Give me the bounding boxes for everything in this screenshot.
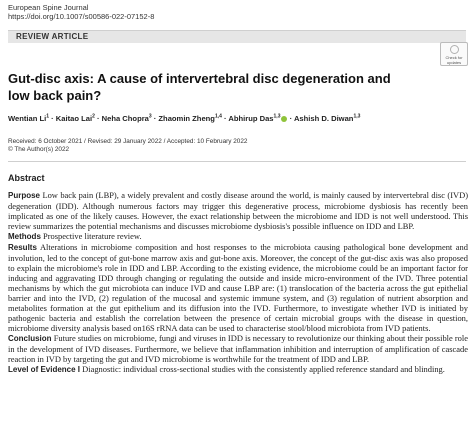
author-affiliation: 1,3 xyxy=(273,113,281,120)
section-label: Methods xyxy=(8,232,41,241)
author-name[interactable]: Ashish D. Diwan xyxy=(293,114,354,123)
abstract-methods xyxy=(8,231,468,242)
abstract-conclusion xyxy=(8,333,468,364)
author-affiliation: 3 xyxy=(148,113,152,120)
author-name[interactable]: Neha Chopra xyxy=(101,114,149,123)
orcid-icon[interactable] xyxy=(281,116,287,122)
article-type-label: REVIEW ARTICLE xyxy=(16,32,89,41)
abstract-results xyxy=(8,242,468,333)
section-text: Diagnostic: individual cross-sectional studies with the consistently applied reference standard and blinding. xyxy=(82,364,445,374)
author-name[interactable]: Kaitao Lai xyxy=(55,114,93,123)
check-for-updates-badge[interactable] xyxy=(440,42,468,66)
abstract-heading: Abstract xyxy=(8,173,45,183)
section-text: Future studies on microbiome, fungi and viruses in IDD is necessary to revolutionize our thinking about their possible role in the development of IVD diseases. Furthermore, we believe that inflammation inhibition and interruption of amplification of cascade reaction in IVD by targeting the gut and IVD microbiome is worthwhile for the treatment of IDD and LBP. xyxy=(8,333,468,364)
abstract-purpose xyxy=(8,190,468,231)
doi-link[interactable]: https://doi.org/10.1007/s00586-022-07152-8 xyxy=(8,12,155,21)
author-affiliation: 1 xyxy=(46,113,50,120)
author-affiliation: 2 xyxy=(92,113,95,120)
author-affiliation: 1,3 xyxy=(353,113,361,120)
updates-icon xyxy=(450,45,459,54)
section-text: Alterations in microbiome composition and host responses to the microbiota causing pathological bone development and involution, led to the concept of gut-bone marrow axis and gut-bone axis. Moreover, the concept of the gut-disc axis was also proposed to explain the microbiome's role in IDD and LBP. According to the existing evidence, the microbiome could be an important factor for inducing and aggravating IDD through changing or regulating the outside and inside micro-environment of the IVD. Three potential mechanisms by which the gut microbiota can induce IVD and cause LBP are: (1) translocation of the bacteria across the gut epithelial barrier and into the IVD, (2) regulation of the mucosal and systemic immune system, and (3) regulation of nutrient absorption and metabolites formation at the gut epithelium and its diffusion into the IVD. Furthermore, to investigate whether IVD is initiated by pathogenic bacteria and establish the correlation between the presence of certain microbial groups with the disease in question, microbiome diversity analysis based on16S rRNA data can be used to characterise stool/blood microbiota from IVD patients. xyxy=(8,242,468,333)
journal-name: European Spine Journal xyxy=(8,3,89,12)
section-label: Results xyxy=(8,243,37,252)
section-label: Level of Evidence I xyxy=(8,365,81,374)
author-name[interactable]: Zhaomin Zheng xyxy=(158,114,215,123)
badge-text: Check for updates xyxy=(445,55,463,65)
author-name[interactable]: Abhirup Das xyxy=(228,114,274,123)
section-label: Conclusion xyxy=(8,334,52,343)
author-affiliation: 1,4 xyxy=(214,113,222,120)
abstract-level-of-evidence xyxy=(8,364,468,375)
section-label: Purpose xyxy=(8,191,41,200)
article-title: Gut-disc axis: A cause of intervertebral disc degeneration and low back pain? xyxy=(8,71,391,103)
section-text: Prospective literature review. xyxy=(43,231,142,241)
section-text: Low back pain (LBP), a widely prevalent and costly disease around the world, is mainly caused by intervertebral disc (IVD) degeneration (IDD). Although numerous factors may trigger this degenerative process, microbiome dysbiosis has recently been implicated as one of the likely causes. However, the exact relationship between the microbiome and IDD is not well understood. This review summarizes the potential mechanisms and discusses microbiome dysbiosis's possible influence on IDD and LBP. xyxy=(8,190,468,231)
author-list: Wentian $Li^1$ · Kaitao Lai$^2$ · Neha Chopra$^3$ · Zhaomin Zheng$^{1,4}$ · Abhirup Das$^{1,3}$ · Ashish D. Diwan$^{1,3}$ xyxy=(8,113,361,123)
publication-dates: Received: 6 October 2021 / Revised: 29 January 2022 / Accepted: 10 February 2022 xyxy=(8,138,248,145)
divider xyxy=(8,161,466,162)
copyright-notice: © The Author(s) 2022 xyxy=(8,146,70,153)
abstract-body xyxy=(8,190,468,375)
author-name[interactable]: Wentian Li xyxy=(8,114,47,123)
